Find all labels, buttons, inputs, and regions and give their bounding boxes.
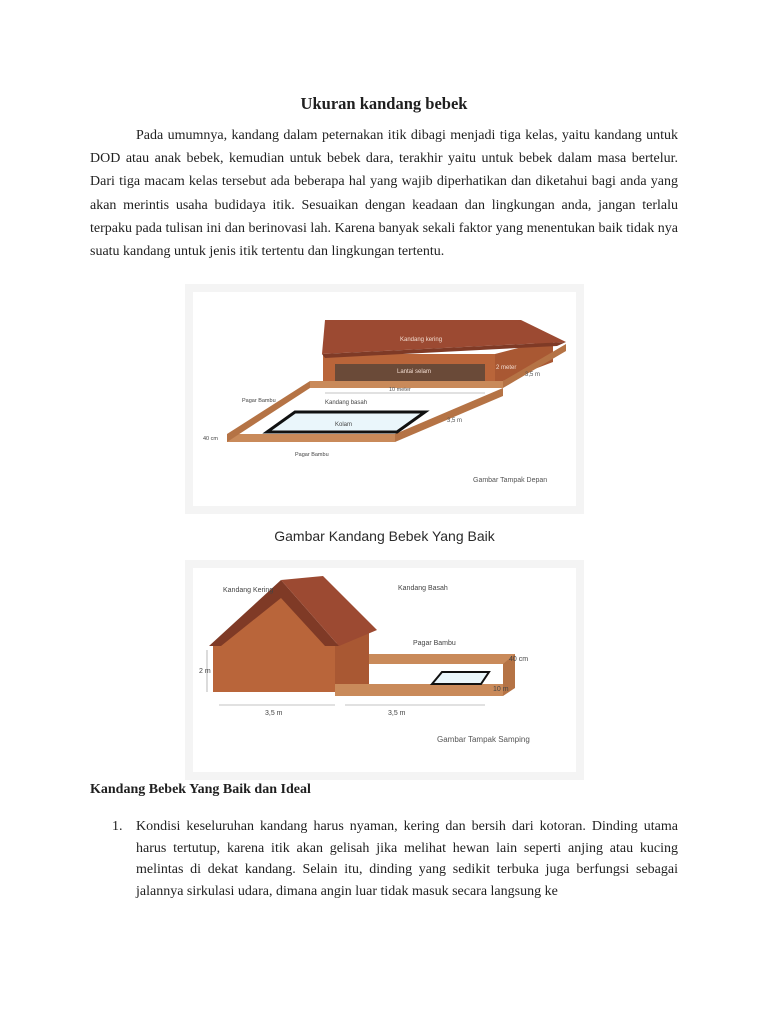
front-fence-left-label: Pagar Bambu	[242, 398, 276, 404]
side-dim-left: 3,5 m	[265, 710, 283, 717]
intro-paragraph	[90, 124, 678, 263]
side-height-label: 2 m	[199, 668, 211, 675]
front-height-label: 2 meter	[496, 365, 517, 371]
list-item-number: 1.	[112, 819, 123, 834]
front-floor-label: Lantai selam	[397, 369, 432, 375]
side-dry-label: Kandang Kering	[223, 587, 274, 594]
side-length-label: 10 m	[493, 686, 509, 693]
front-fence-front	[227, 434, 395, 442]
front-pool-label: Kolam	[335, 422, 353, 428]
side-view-label: Gambar Tampak Samping	[437, 735, 530, 744]
list-item-text: Kondisi keseluruhan kandang harus nyaman, kering dan bersih dari kotoran. Dinding utama harus tertutup, karena itik akan gelisah jika melihat hewan lain seperti anjing atau kucing melintas di dekat kandang. Selain itu, dinding yang sedikit terbuka juga berfungsi sebagai jalannya sirkulasi udara, dimana angin luar tidak masuk secara langsung ke	[136, 819, 678, 899]
front-width-label: 10 meter	[389, 387, 411, 393]
front-wet-label: Kandang basah	[325, 400, 368, 406]
front-depth-mid-label: 3,5 m	[447, 418, 463, 424]
front-wall-label: 40 cm	[203, 436, 218, 442]
side-fence-back	[369, 654, 515, 664]
side-fence-label: Pagar Bambu	[413, 640, 456, 647]
figure-side-frame	[185, 560, 584, 780]
figure-caption: Gambar Kandang Bebek Yang Baik	[274, 528, 495, 544]
front-roof-label: Kandang kering	[400, 337, 443, 343]
front-fence-bottom-label: Pagar Bambu	[295, 452, 329, 458]
figure-side-illustration	[185, 560, 584, 780]
side-dim-right: 3,5 m	[388, 710, 406, 717]
front-view-label: Gambar Tampak Depan	[473, 477, 548, 484]
page-title: Ukuran kandang bebek	[300, 94, 468, 113]
side-wall-label: 40 cm	[509, 656, 529, 663]
intro-text: Pada umumnya, kandang dalam peternakan itik dibagi menjadi tiga kelas, yaitu kandang untuk DOD atau anak bebek, kemudian untuk bebek dara, terakhir yaitu untuk bebek dalam masa bertelur. Dari tiga macam kelas tersebut ada beberapa hal yang wajib diperhatikan dan diketahui bagi anda yang akan merintis usaha budidaya itik. Sesuaikan dengan keadaan dan lingkungan anda, jangan terlalu terpaku pada tulisan ini dan berinovasi lah. Karena banyak sekali faktor yang menentukan baik tidak nya suatu kandang untuk jenis itik tertentu dan lingkungan tertentu.	[90, 128, 678, 260]
figure-front-frame	[185, 284, 584, 514]
figure-front-illustration	[185, 284, 584, 514]
side-fence-front	[335, 684, 503, 696]
front-depth-top-label: 3,5 m	[525, 372, 541, 378]
side-pool	[432, 672, 489, 684]
side-wet-label: Kandang Basah	[398, 585, 448, 592]
section-heading: Kandang Bebek Yang Baik dan Ideal	[90, 782, 311, 797]
